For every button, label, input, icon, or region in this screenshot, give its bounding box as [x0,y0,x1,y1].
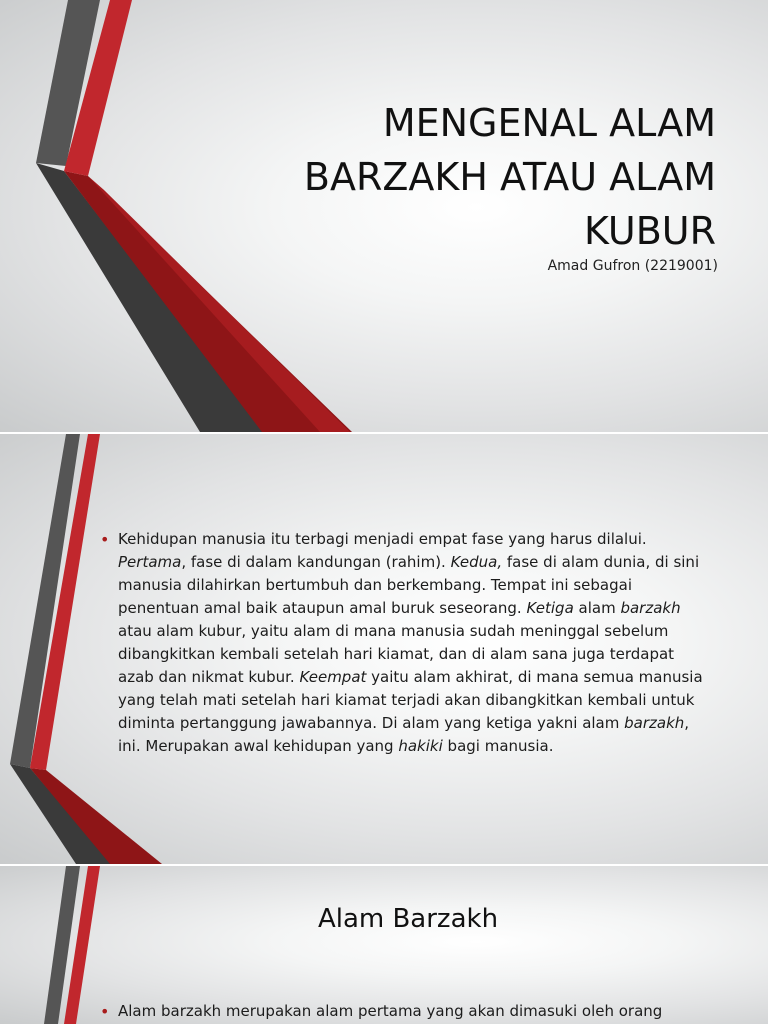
italic-term: Ketiga [526,599,574,617]
bullet-icon: • [100,1002,110,1021]
list-item [100,528,710,758]
italic-term: barzakh [620,599,681,617]
text-run: , fase di dalam kandungan (rahim). [181,553,451,571]
italic-term: barzakh [624,714,685,732]
section-title: Alam Barzakh [317,904,499,934]
text-run: Kehidupan manusia itu terbagi menjadi empat fase yang harus dilalui. [118,530,647,548]
bullet-text: Alam barzakh merupakan alam pertama yang akan dimasuki oleh orang [118,1002,663,1020]
paragraph-text [118,530,703,755]
content-bullet-list [100,528,710,758]
slide-section [0,866,768,1024]
list-item [100,1000,720,1023]
text-run: yaitu alam akhirat, di mana semua manusia yang telah mati setelah hari kiamat terjadi akan dibangkitkan kembali untuk diminta pertanggung jawabannya. Di alam yang ketiga yakni alam [118,668,703,732]
text-run: , ini. Merupakan awal kehidupan yang [118,714,690,755]
text-run: atau alam kubur, yaitu alam di mana manusia sudah meninggal sebelum dibangkitkan kembali setelah hari kiamat, dan di alam sana juga terdapat azab dan nikmat kubur. [118,622,675,686]
bullet-icon: • [100,530,110,549]
content-bullet-list [100,1000,720,1023]
presentation-title: MENGENAL ALAM BARZAKH ATAU ALAM KUBUR [303,101,716,253]
italic-term: Pertama [118,553,182,571]
text-run: bagi manusia. [442,737,554,755]
text-run: fase di alam dunia, di sini manusia dilahirkan bertumbuh dan berkembang. Tempat ini sebagai penentuan amal baik ataupun amal buruk seseorang. [118,553,700,617]
italic-term: hakiki [398,737,443,755]
italic-term: Kedua, [450,553,503,571]
text-run: alam [573,599,621,617]
slide-title [0,0,768,432]
dark-wedge [36,163,264,432]
author-subtitle: Amad Gufron (2219001) [547,258,718,274]
slide-content [0,434,768,864]
italic-term: Keempat [299,668,367,686]
